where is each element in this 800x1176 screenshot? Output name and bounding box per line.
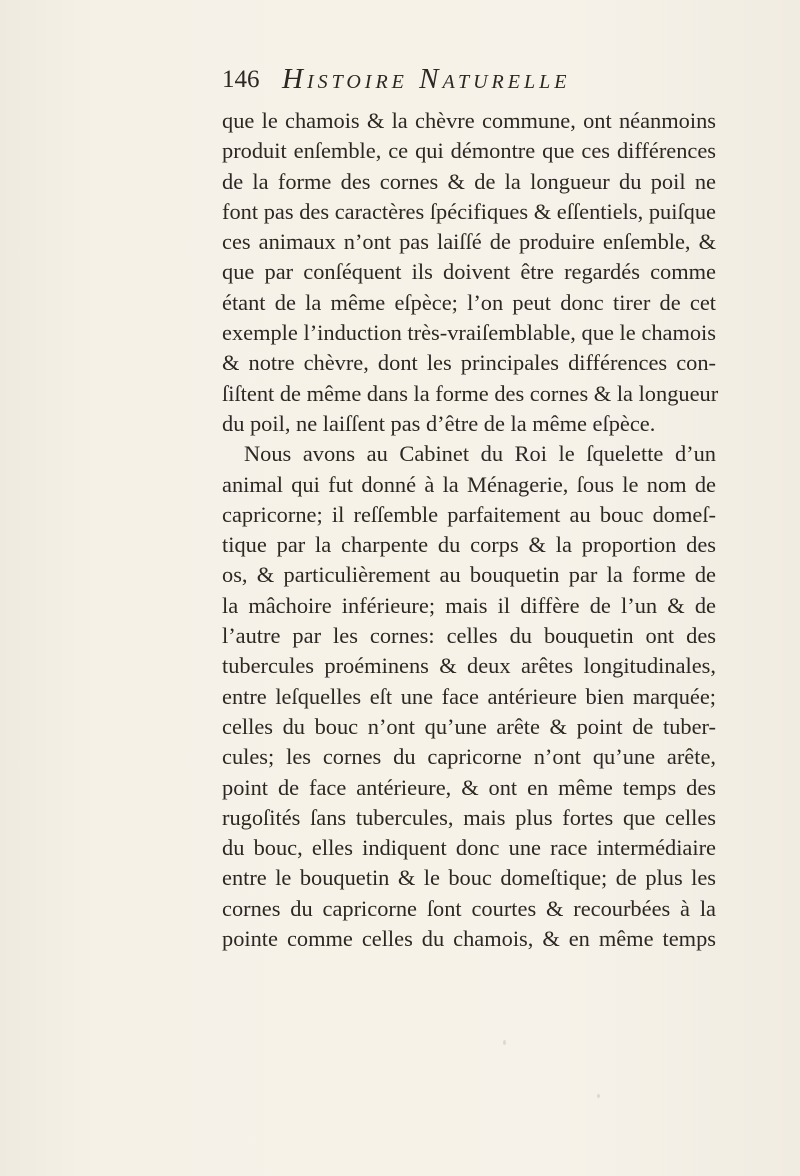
text-line: étant de la même eſpèce; l’on peut donc tirer de cet bbox=[222, 289, 716, 315]
text-line: entre leſquelles eſt une face antérieure bien marquée; bbox=[222, 683, 716, 709]
text-line: pointe comme celles du chamois, & en même temps bbox=[222, 926, 716, 952]
text-line: celles du bouc n’ont qu’une arête & point de tuber- bbox=[222, 713, 716, 739]
paper-speck bbox=[597, 1094, 600, 1098]
text-line: que par conſéquent ils doivent être regardés comme bbox=[222, 259, 716, 285]
text-line: Nous avons au Cabinet du Roi le ſquelette d’un bbox=[244, 441, 716, 467]
text-line: de la forme des cornes & de la longueur du poil ne bbox=[222, 168, 716, 194]
text-line: capricorne; il reſſemble parfaitement au bouc domeſ- bbox=[222, 501, 716, 527]
text-line: point de face antérieure, & ont en même temps des bbox=[222, 774, 716, 800]
running-head bbox=[222, 63, 692, 100]
text-line: ces animaux n’ont pas laiſſé de produire enſemble, & bbox=[222, 229, 716, 255]
text-line: rugoſités ſans tubercules, mais plus fortes que celles bbox=[222, 804, 716, 830]
text-line: l’autre par les cornes: celles du bouquetin ont des bbox=[222, 623, 716, 649]
text-line: cules; les cornes du capricorne n’ont qu’une arête, bbox=[222, 744, 716, 770]
text-line: font pas des caractères ſpécifiques & eſſentiels, puiſque bbox=[222, 198, 716, 224]
text-line: du bouc, elles indiquent donc une race intermédiaire bbox=[222, 835, 716, 861]
page-number: 146 bbox=[222, 66, 260, 93]
text-line: la mâchoire inférieure; mais il diffère de l’un & de bbox=[222, 592, 716, 618]
running-title: Histoire Naturelle bbox=[282, 63, 571, 95]
text-line: du poil, ne laiſſent pas d’être de la même eſpèce. bbox=[222, 410, 656, 436]
text-line: animal qui fut donné à la Ménagerie, ſous le nom de bbox=[222, 471, 716, 497]
text-line: que le chamois & la chèvre commune, ont néanmoins bbox=[222, 108, 716, 133]
text-line: tubercules proéminens & deux arêtes longitudinales, bbox=[222, 653, 716, 679]
text-line: os, & particulièrement au bouquetin par la forme de bbox=[222, 562, 716, 588]
text-line: ſiſtent de même dans la forme des cornes & la longueur bbox=[222, 380, 719, 406]
paper-speck bbox=[503, 1040, 506, 1045]
text-line: entre le bouquetin & le bouc domeſtique; de plus les bbox=[222, 865, 716, 891]
text-line: & notre chèvre, dont les principales différences con- bbox=[222, 350, 716, 376]
text-line: exemple l’induction très-vraiſemblable, que le chamois bbox=[222, 320, 716, 346]
body-text bbox=[222, 106, 719, 954]
text-line: tique par la charpente du corps & la proportion des bbox=[222, 532, 716, 558]
text-line: produit enſemble, ce qui démontre que ces différences bbox=[222, 138, 716, 164]
text-line: cornes du capricorne ſont courtes & recourbées à la bbox=[222, 895, 716, 921]
